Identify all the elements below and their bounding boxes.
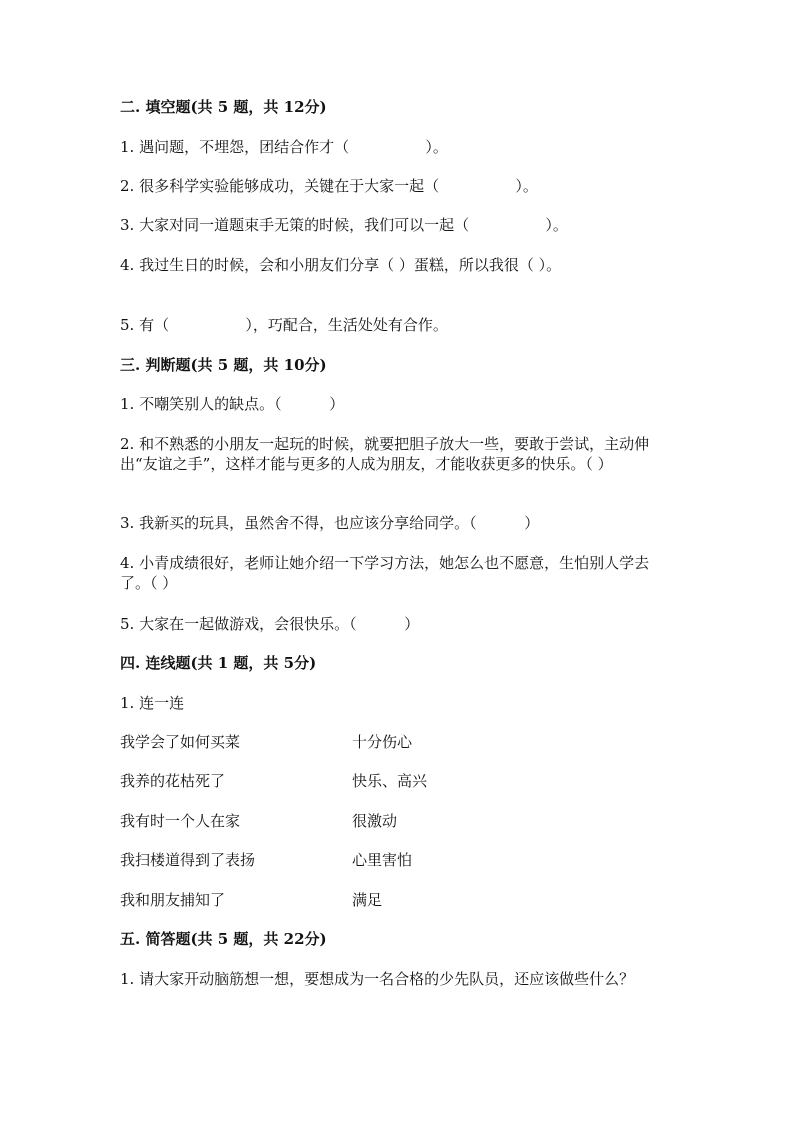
matching-right-item: 心里害怕	[352, 851, 413, 869]
fill-blank-question-5: 5. 有（ ），巧配合，生活处处有合作。	[120, 316, 448, 334]
matching-right-item: 满足	[352, 891, 383, 909]
true-false-question-4: 4. 小青成绩很好，老师让她介绍一下学习方法，她怎么也不愿意，生怕别人学去了。（ ）	[120, 554, 650, 592]
fill-blank-question-4: 4. 我过生日的时候，会和小朋友们分享（ ）蛋糕，所以我很（ ）。	[120, 256, 562, 274]
section-heading-true-false: 三. 判断题(共 5 题，共 10分)	[120, 356, 327, 374]
true-false-question-2: 2. 和不熟悉的小朋友一起玩的时候，就要把胆子放大一些，要敢于尝试，主动伸出“友谊之手”，这样才能与更多的人成为朋友，才能收获更多的快乐。（ ）	[120, 435, 650, 473]
matching-left-item: 我养的花枯死了	[120, 772, 226, 790]
matching-left-item: 我和朋友捕知了	[120, 891, 226, 909]
fill-blank-question-3: 3. 大家对同一道题束手无策的时候，我们可以一起（ ）。	[120, 216, 568, 234]
section-heading-short-answer: 五. 简答题(共 5 题，共 22分)	[120, 930, 327, 948]
matching-right-item: 快乐、高兴	[352, 772, 428, 790]
section-heading-fill-blank: 二. 填空题(共 5 题，共 12分)	[120, 98, 327, 116]
true-false-question-1: 1. 不嘲笑别人的缺点。（ ）	[120, 395, 345, 413]
matching-left-item: 我有时一个人在家	[120, 812, 241, 830]
short-answer-question-1: 1. 请大家开动脑筋想一想，要想成为一名合格的少先队员，还应该做些什么？	[120, 970, 635, 988]
fill-blank-question-1: 1. 遇问题，不埋怨，团结合作才（ ）。	[120, 138, 448, 156]
true-false-question-3: 3. 我新买的玩具，虽然舍不得，也应该分享给同学。（ ）	[120, 514, 540, 532]
true-false-question-5: 5. 大家在一起做游戏，会很快乐。（ ）	[120, 615, 420, 633]
matching-question-1: 1. 连一连	[120, 694, 185, 712]
matching-right-item: 很激动	[352, 812, 398, 830]
matching-left-item: 我学会了如何买菜	[120, 733, 241, 751]
fill-blank-question-2: 2. 很多科学实验能够成功，关键在于大家一起（ ）。	[120, 177, 538, 195]
matching-right-item: 十分伤心	[352, 733, 413, 751]
matching-left-item: 我扫楼道得到了表扬	[120, 851, 256, 869]
section-heading-matching: 四. 连线题(共 1 题，共 5分)	[120, 654, 317, 672]
